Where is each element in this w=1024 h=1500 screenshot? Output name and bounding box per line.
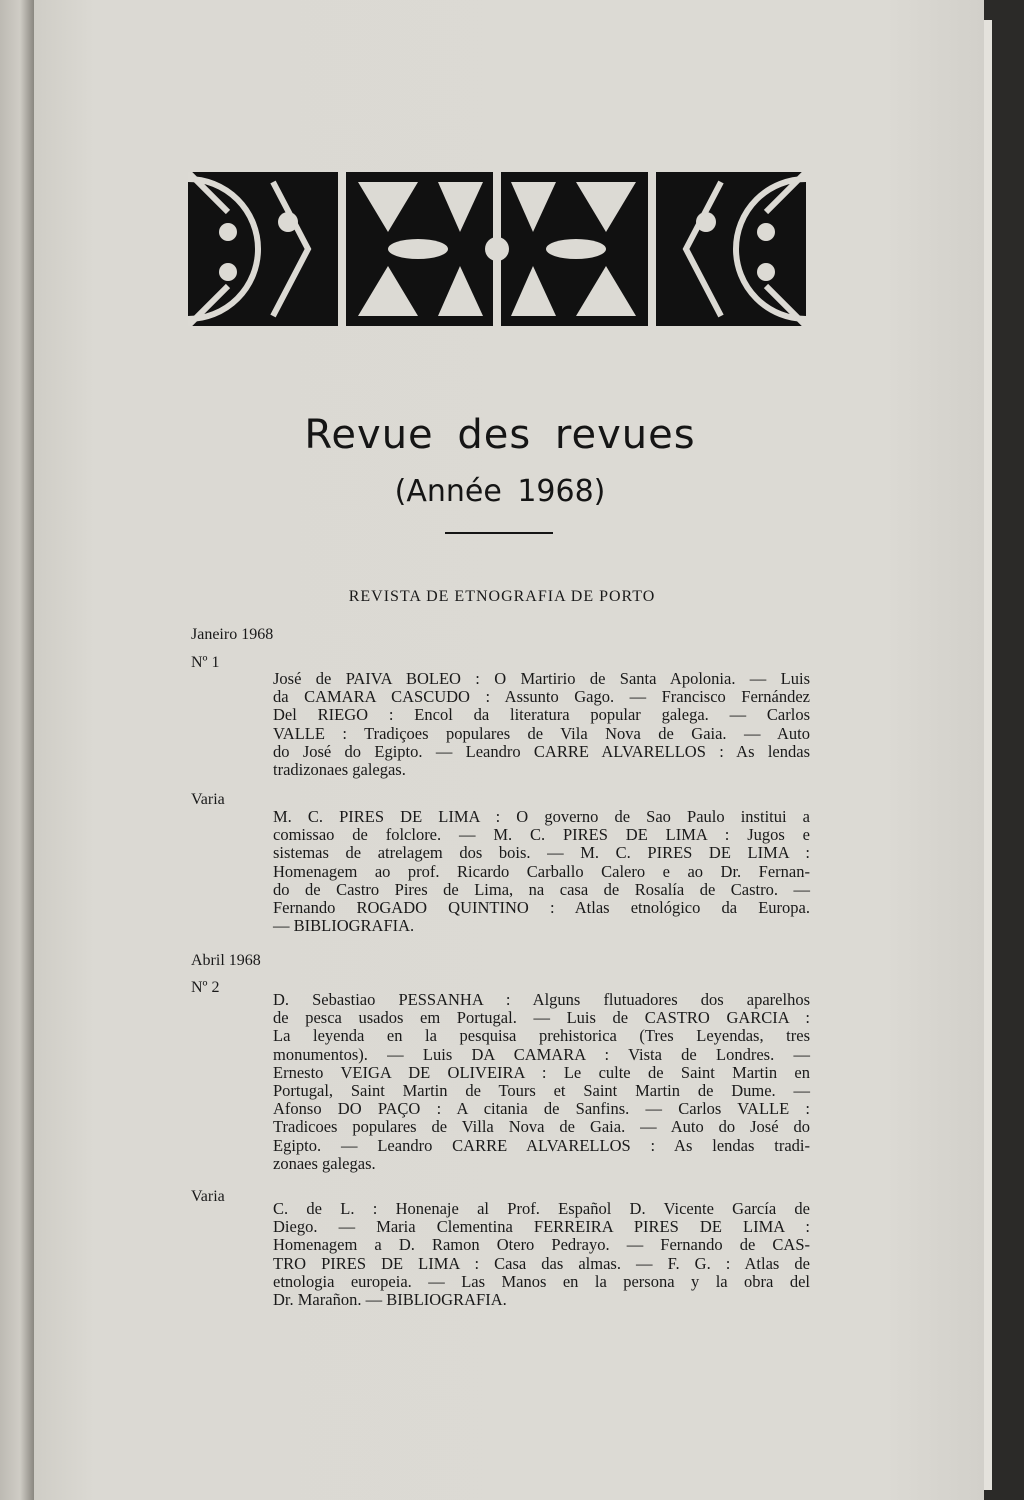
issue-date: Abril 1968 bbox=[191, 952, 261, 969]
text-line: D. Sebastiao PESSANHA : Alguns flutuadores dos aparelhos bbox=[273, 990, 810, 1009]
text-line: Portugal, Saint Martin de Tours et Saint Martin de Dume. — bbox=[273, 1081, 810, 1101]
varia-label: Varia bbox=[191, 791, 225, 808]
text-line: Dr. Marañon. — BIBLIOGRAFIA. bbox=[273, 1290, 507, 1310]
text-line: José de PAIVA BOLEO : O Martirio de Santa Apolonia. — Luis bbox=[273, 669, 810, 688]
facing-page-edge bbox=[0, 0, 34, 1500]
issue-number: Nº 1 bbox=[191, 654, 220, 671]
text-line: VALLE : Tradiçoes populares de Vila Nova de Gaia. — Auto bbox=[273, 723, 810, 743]
page-stack-edge bbox=[984, 20, 992, 1490]
varia-label: Varia bbox=[191, 1188, 225, 1205]
decorative-ornament-banner bbox=[188, 172, 806, 326]
text-line: etnologia europeia. — Las Manos en la persona y la obra del bbox=[273, 1271, 810, 1291]
text-line: TRO PIRES DE LIMA : Casa das almas. — F. G. : Atlas de bbox=[273, 1253, 810, 1273]
journal-heading: REVISTA DE ETNOGRAFIA DE PORTO bbox=[348, 588, 656, 605]
text-line: do de Castro Pires de Lima, na casa de Rosalía de Castro. — bbox=[273, 879, 810, 899]
text-line: Tradicoes populares de Villa Nova de Gaia. — Auto do José do bbox=[273, 1117, 810, 1137]
varia-contents bbox=[273, 808, 810, 935]
text-line: comissao de folclore. — M. C. PIRES DE LIMA : Jugos e bbox=[273, 825, 810, 845]
text-line: monumentos). — Luis DA CAMARA : Vista de Londres. — bbox=[273, 1044, 810, 1064]
text-line: Homenagem a D. Ramon Otero Pedrayo. — Fernando de CAS- bbox=[273, 1235, 810, 1255]
text-line: La leyenda en la pesquisa prehistorica (Tres Leyendas, tres bbox=[273, 1026, 810, 1046]
text-line: Fernando ROGADO QUINTINO : Atlas etnológico da Europa. bbox=[273, 898, 810, 918]
text-line: Del RIEGO : Encol da literatura popular galega. — Carlos bbox=[273, 705, 810, 725]
text-line: da CAMARA CASCUDO : Assunto Gago. — Francisco Fernández bbox=[273, 687, 810, 707]
page-title: Revue des revues bbox=[304, 412, 696, 458]
text-line: sistemas de atrelagem dos bois. — M. C. PIRES DE LIMA : bbox=[273, 843, 810, 863]
text-line: C. de L. : Honenaje al Prof. Español D. Vicente García de bbox=[273, 1199, 810, 1218]
text-line: zonaes galegas. bbox=[273, 1153, 376, 1173]
text-line: Afonso DO PAÇO : A citania de Sanfins. — Carlos VALLE : bbox=[273, 1099, 810, 1119]
text-line: Homenagem ao prof. Ricardo Carballo Calero e ao Dr. Fernan- bbox=[273, 861, 810, 881]
issue-contents bbox=[273, 991, 810, 1173]
text-line: de pesca usados em Portugal. — Luis de CASTRO GARCIA : bbox=[273, 1008, 810, 1028]
text-line: — BIBLIOGRAFIA. bbox=[273, 916, 415, 936]
text-line: Ernesto VEIGA DE OLIVEIRA : Le culte de Saint Martin en bbox=[273, 1062, 810, 1082]
title-divider bbox=[445, 532, 553, 534]
page-subtitle: (Année 1968) bbox=[394, 474, 606, 509]
text-line: M. C. PIRES DE LIMA : O governo de Sao Paulo institui a bbox=[273, 807, 810, 826]
text-line: do José do Egipto. — Leandro CARRE ALVARELLOS : As lendas bbox=[273, 741, 810, 761]
text-line: Diego. — Maria Clementina FERREIRA PIRES DE LIMA : bbox=[273, 1217, 810, 1237]
text-line: Egipto. — Leandro CARRE ALVARELLOS : As lendas tradi- bbox=[273, 1135, 810, 1155]
issue-date: Janeiro 1968 bbox=[191, 626, 274, 643]
text-line: tradizonaes galegas. bbox=[273, 760, 406, 780]
issue-number: Nº 2 bbox=[191, 979, 220, 996]
varia-contents bbox=[273, 1200, 810, 1309]
issue-contents bbox=[273, 670, 810, 779]
